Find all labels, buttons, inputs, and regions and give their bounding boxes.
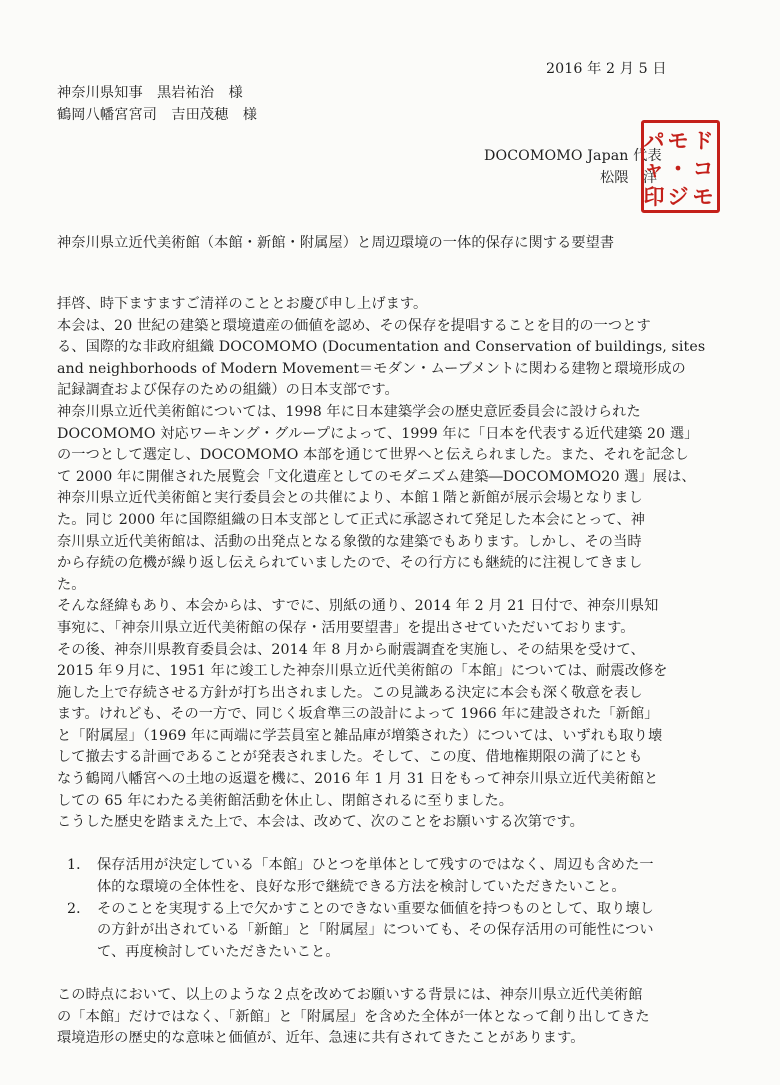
request-2-text: そのことを実現する上で欠かすことのできない重要な価値を持つものとして、取り壊し [97,900,654,917]
sender-organization: DOCOMOMO Japan 代表 [484,148,662,164]
seal-column-1: ド コ モ [692,129,714,209]
body-line: なう鶴岡八幡宮への土地の返還を機に、2016 年 1 月 31 日をもって神奈川県立近代美術館と [57,771,659,788]
red-seal-stamp [641,120,720,213]
closing-line: 環境造形の歴史的な意味と価値が、近年、急速に共有されてきたことがあります。 [57,1030,585,1047]
sender-name: 松隈 洋 [600,170,658,186]
body-line: 神奈川県立近代美術館と実行委員会との共催により、本館１階と新館が展示会場となりまし [57,490,643,507]
body-line: DOCOMOMO 対応ワーキング・グループによって、1999 年に「日本を代表する近代建築 20 選」 [57,425,699,442]
body-line: 奈川県立近代美術館は、活動の出発点となる象徴的な建築でもあります。しかし、その当時 [57,533,642,550]
body-line: こうした歴史を踏まえた上で、本会は、改めて、次のことをお願いする次第です。 [57,814,584,831]
body-line: 本会は、20 世紀の建築と環境遺産の価値を認め、その保存を提唱することを目的の一つとす [57,317,651,334]
body-line: 神奈川県立近代美術館については、1998 年に日本建築学会の歴史意匠委員会に設けられた [57,403,641,420]
recipient-governor: 神奈川県知事 黒岩祐治 様 [57,85,243,101]
body-line: から存続の危機が繰り返し伝えられていましたので、その行方にも継続的に注視してきまし [57,555,643,572]
body-line: and neighborhoods of Modern Movement＝モダン・ムーブメントに関わる建物と環境形成の [57,360,686,377]
request-1-text: 保存活用が決定している「本館」ひとつを単体として残すのではなく、周辺も含めた一 [97,857,654,874]
body-line: 記録調査および保存のための組織）の日本支部です。 [57,382,399,399]
recipient-shrine: 鶴岡八幡宮宮司 吉田茂穂 様 [57,107,258,123]
body-line: ます。けれども、その一方で、同じく坂倉準三の設計によって 1966 年に建設された「新館」 [57,706,659,723]
request-2-line-2: の方針が出されている「新館」と「附属屋」についても、その保存活用の可能性につい [97,922,654,939]
body-line: その後、神奈川県教育委員会は、2014 年 8 月から耐震調査を実施し、その結果を受けて、 [57,641,645,658]
closing-line: の「本館」だけではなく、「新館」と「附属屋」を含めた全体が一体となって創り出してきた [57,1008,650,1025]
document-title: 神奈川県立近代美術館（本館・新館・附属屋）と周辺環境の一体的保存に関する要望書 [57,235,615,251]
body-line: 施した上で存続させる方針が打ち出されました。この見識ある決定に本会も深く敬意を表し [57,684,643,701]
seal-column-2: モ ・ ジ [667,129,689,209]
body-line: 拝啓、時下ますますご清祥のこととお慶び申し上げます。 [57,296,428,312]
body-line: して撤去する計画であることが発表されました。そして、この度、借地権期限の満了にとも [57,749,643,766]
body-line: た。同じ 2000 年に国際組織の日本支部として正式に承認されて発足した本会にとって、神 [57,511,646,528]
body-line: そんな経緯もあり、本会からは、すでに、別紙の通り、2014 年 2 月 21 日付で、神奈川県知 [57,598,659,615]
body-line: 2015 年９月に、1951 年に竣工した神奈川県立近代美術館の「本館」については、耐震改修を [57,663,668,680]
body-line: て 2000 年に開催された展覧会「文化遺産としてのモダニズム建築―DOCOMOMO20 選」展は、 [57,468,696,485]
request-2-line-3: て、再度検討していただきたいこと。 [97,943,340,960]
request-2-number: 2． [67,900,91,917]
request-2-line-1 [57,899,729,921]
letter-date: 2016 年 2 月 5 日 [546,61,667,77]
body-line: と「附属屋」（1969 年に両端に学芸員室と雑品庫が増築された）については、いずれも取り壊 [57,727,663,744]
request-1-line-1 [57,855,729,877]
closing-line: この時点において、以上のような２点を改めてお願いする背景には、神奈川県立近代美術館 [57,987,643,1003]
body-line: た。 [57,576,86,593]
request-1-line-2: 体的な環境の全体性を、良好な形で継続できる方法を検討していただきたいこと。 [97,879,626,896]
body-line: る、国際的な非政府組織 DOCOMOMO (Documentation and Conservation of buildings, sites [57,339,706,356]
body-line: の一つとして選定し、DOCOMOMO 本部を通じて世界へと伝えられました。また、それを記念し [57,447,689,464]
paragraph-gap [57,834,729,856]
body-line: 事宛に、「神奈川県立近代美術館の保存・活用要望書」を提出させていただいております。 [57,619,635,636]
seal-column-3: パ ャ 印 [643,129,665,209]
body-line: しての 65 年にわたる美術館活動を休止し、閉館されるに至りました。 [57,792,514,809]
paragraph-gap [57,963,729,985]
request-1-number: 1． [67,857,91,874]
letter-body [57,294,729,1050]
